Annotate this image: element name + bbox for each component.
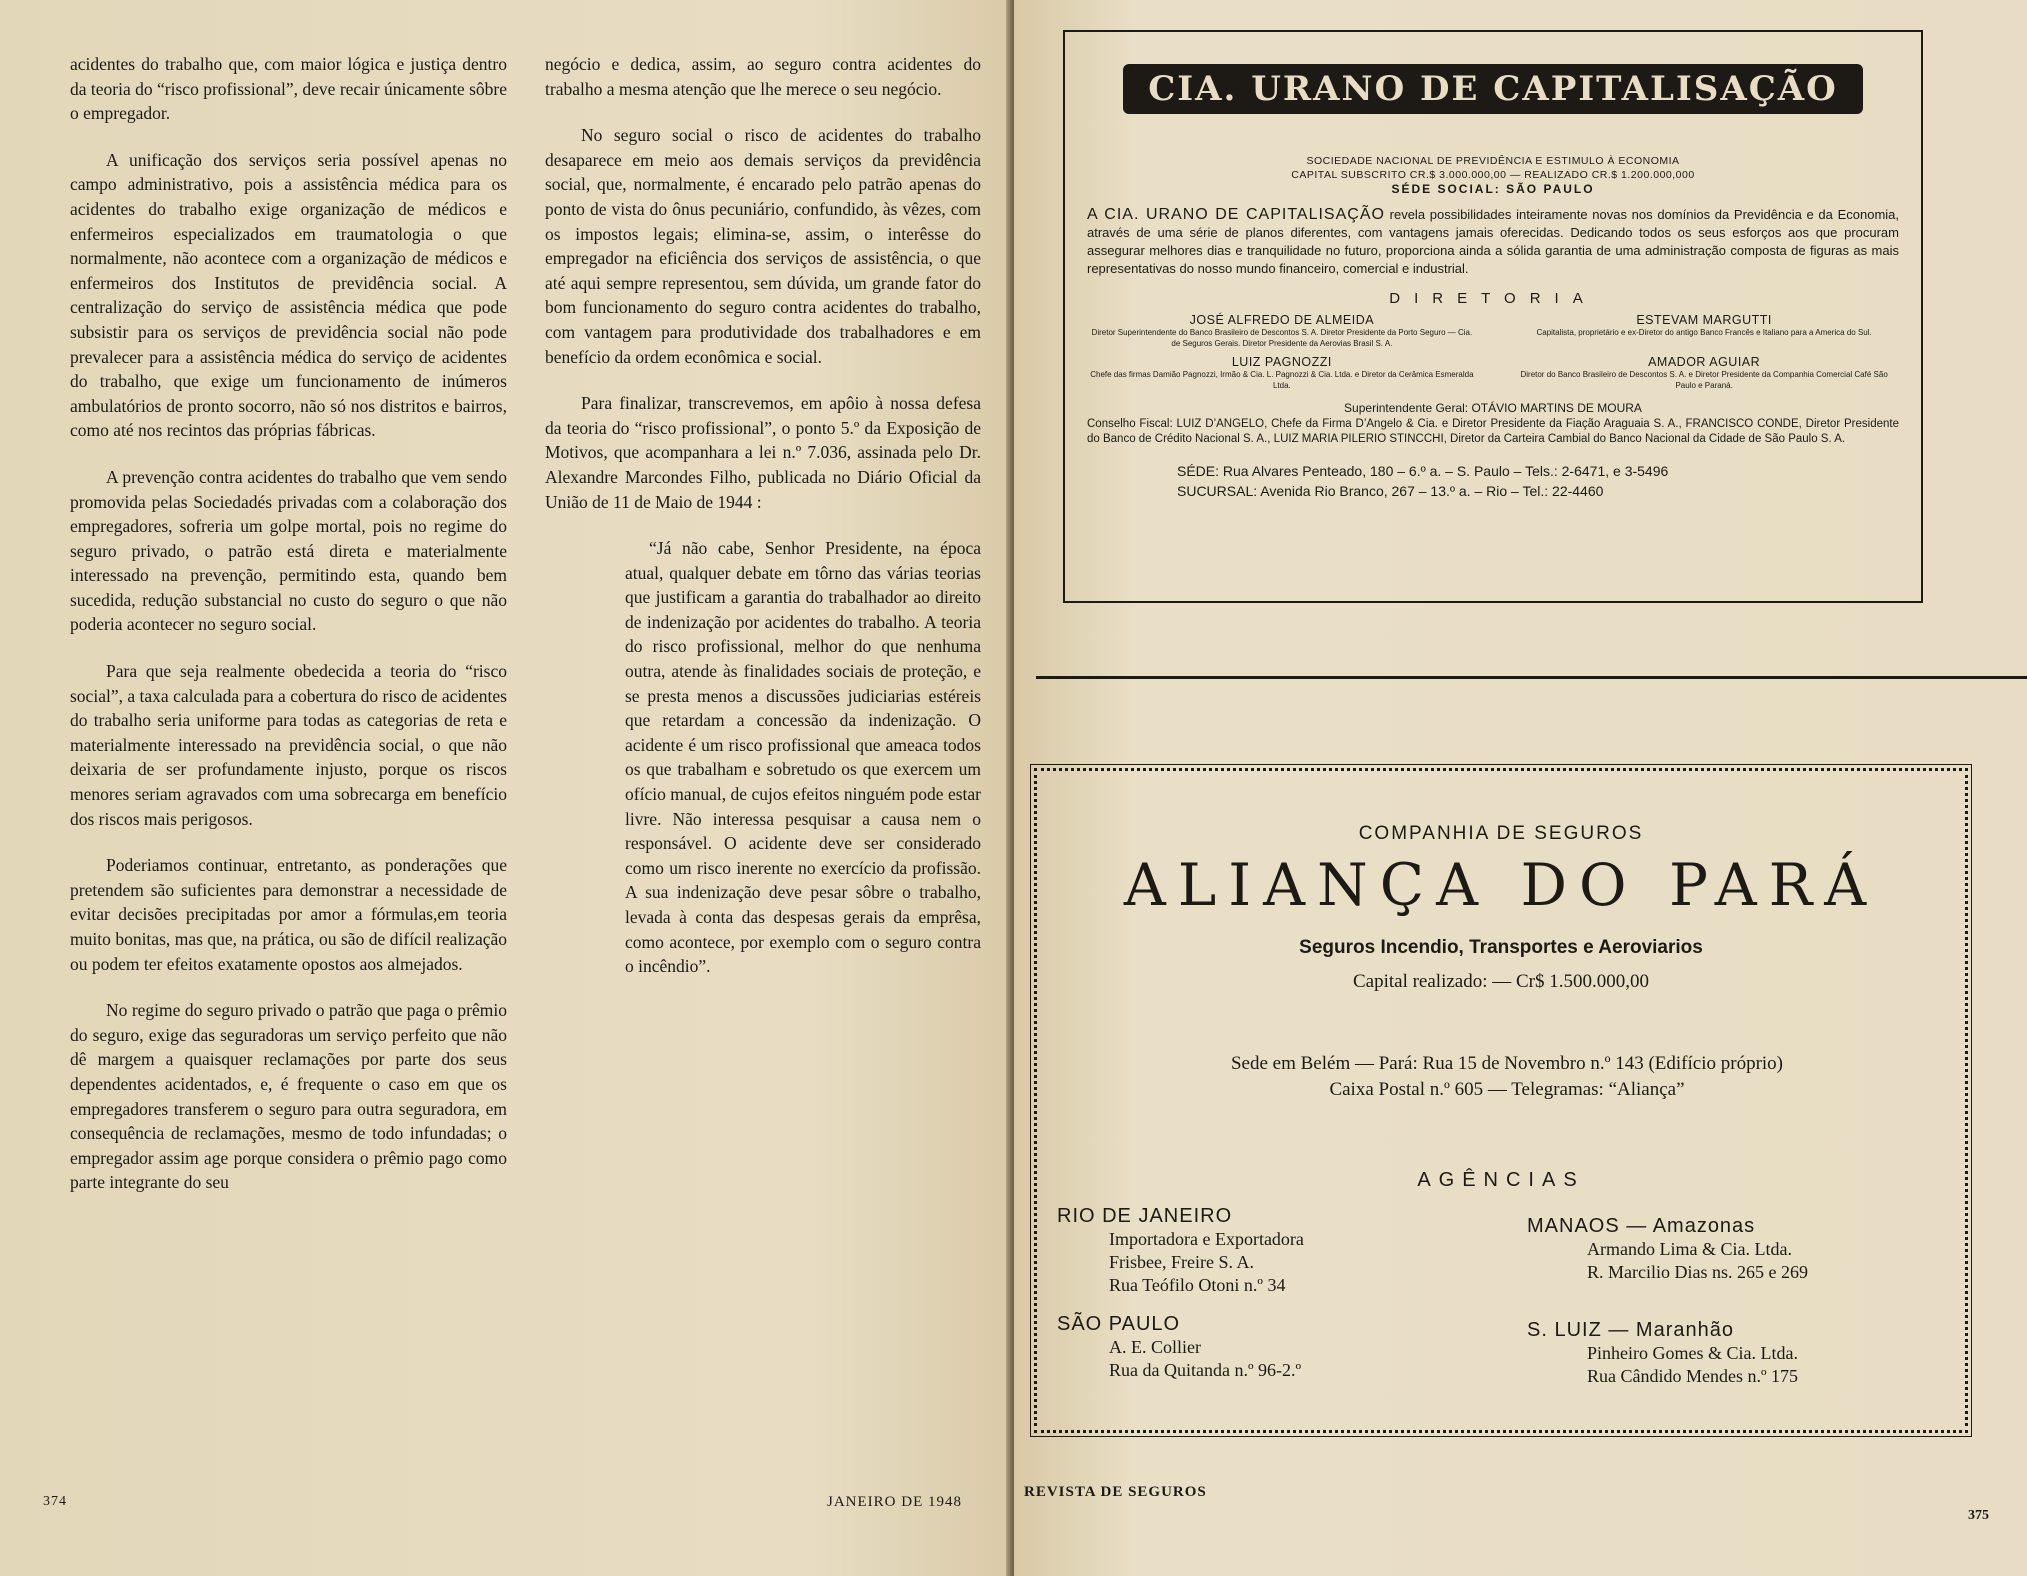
alianca-advertisement bbox=[1034, 768, 1968, 1433]
text-column-2 bbox=[545, 52, 981, 1001]
urano-capital: CAPITAL SUBSCRITO CR.$ 3.000.000,00 — REALIZADO CR.$ 1.200.000,000 bbox=[1291, 169, 1695, 181]
urano-subtitle bbox=[1087, 154, 1899, 182]
director-name: JOSÉ ALFREDO DE ALMEIDA bbox=[1189, 313, 1375, 327]
director-name: AMADOR AGUIAR bbox=[1648, 355, 1761, 369]
paragraph: No regime do seguro privado o patrão que paga o prêmio do seguro, exige das seguradoras um serviço perfeito que não dê margem a quaisquer reclamações por parte dos seus dependentes acidentados, e, é frequente o caso em que os empregadores transferem o seguro para outra seguradora, em consequência de reclamações, mesmo de todo infundadas; o empregador assim age porque considera o prêmio pago como parte integrante do seu bbox=[70, 1000, 507, 1193]
agencias-heading: AGÊNCIAS bbox=[1417, 1169, 1585, 1191]
quote-text: “Já não cabe, Senhor Presidente, na época atual, qualquer debate em tôrno das várias teorias que justificam a garantia do trabalhador ao direito de indenização por acidentes do trabalho. A teoria do risco profissional, melhor do que nenhuma outra, atende às finalidades sociais de proteção, e se presta menos a discussões judiciarias estéreis que retardam a concessão da indenização. O acidente é um risco profissional que ameaca todos os que trabalham e sobretudo os que exercem um ofício manual, de cujos efeitos ninguém pode estar livre. Não interessa pesquisar a causa nem o responsável. O acidente deve ser considerado como um risco inerente no exercício da profissão. A sua indenização deve pesar sôbre o trabalho, levada à conta das despesas gerais da emprêsa, como acontece, por exemplo com o seguro contra o incêndio”. bbox=[625, 538, 981, 977]
left-page bbox=[0, 0, 1010, 1576]
directors-row-1 bbox=[1087, 313, 1899, 355]
agency-city: S. LUIZ — Maranhão bbox=[1527, 1319, 1734, 1341]
section-divider bbox=[1036, 676, 2027, 679]
agency-sao-paulo bbox=[1057, 1313, 1301, 1382]
alianca-sede-line: Sede em Belém — Pará: Rua 15 de Novembro n.º 143 (Edifício próprio) bbox=[1230, 1053, 1783, 1074]
directors-row-2 bbox=[1087, 355, 1899, 397]
urano-description bbox=[1087, 206, 1899, 278]
director-role: Diretor Superintendente do Banco Brasileiro de Descontos S. A. Diretor Presidente da Porto Seguro — Cia. de Seguros Gerais. Diretor Presidente da Aerovias Brasil S. A. bbox=[1091, 328, 1473, 348]
running-head: REVISTA DE SEGUROS bbox=[1024, 1484, 1207, 1500]
paragraph: A unificação dos serviços seria possível apenas no campo administrativo, pois a assistência médica para os acidentes do trabalho exige organização de médicos e enfermeiros especializados em traumatologia o que normalmente, não acontece com a organização de médicos e enfermeiros dos Institutos de previdência social. A centralização do serviço de assistência médica que pode subsistir para os serviços de previdência social não pode prevalecer para a assistência médica do serviço de acidentes do trabalho, que exige um funcionamento de inúmeros ambulatórios de pronto socorro, não só nos distritos e bairros, como até nos recintos das próprias fábricas. bbox=[70, 149, 507, 441]
agency-sao-luiz bbox=[1527, 1319, 1798, 1388]
urano-sede-address: SÉDE: Rua Alvares Penteado, 180 – 6.º a. – S. Paulo – Tels.: 2-6471, e 3-5496 bbox=[1177, 463, 1669, 479]
agency-line: Importadora e Exportadora bbox=[1109, 1229, 1304, 1249]
director bbox=[1087, 355, 1477, 391]
paragraph: Poderiamos continuar, entretanto, as ponderações que pretendem são suficientes para demonstrar a necessidade de evitar decisões precipitadas por amor a fórmulas,em teoria muito bonitas, mas que, na prática, ou são de difícil realização ou podem ter efeitos exatamente opostos aos almejados. bbox=[70, 855, 507, 974]
text-column-1 bbox=[70, 52, 507, 1217]
agency-line: Frisbee, Freire S. A. bbox=[1109, 1252, 1254, 1272]
alianca-lines: Seguros Incendio, Transportes e Aeroviarios bbox=[1299, 937, 1703, 958]
agency-line: R. Marcilio Dias ns. 265 e 269 bbox=[1587, 1262, 1808, 1282]
paragraph: Para finalizar, transcrevemos, em apôio à nossa defesa da teoria do “risco profissional”, o ponto 5.º da Exposição de Motivos, que acompanhara a lei n.º 7.036, assinada pelo Dr. Alexandre Marcondes Filho, publicada no Diário Oficial da União de 11 de Maio de 1944 : bbox=[545, 393, 981, 512]
conselho-fiscal: Conselho Fiscal: LUIZ D’ANGELO, Chefe da Firma D’Angelo & Cia. e Diretor Presidente da Fiação Araguaia S. A., FRANCISCO CONDE, Diretor Presidente do Banco de Crédito Nacional S. A., LUIZ MARIA PILERIO STINCCHI, Diretor da Carteira Cambial do Banco Nacional da Cidade de São Paulo S. A. bbox=[1087, 418, 1899, 445]
paragraph: acidentes do trabalho que, com maior lógica e justiça dentro da teoria do “risco profissional”, deve recair únicamente sôbre o empregador. bbox=[70, 54, 507, 124]
issue-date: JANEIRO DE 1948 bbox=[827, 1494, 962, 1510]
director bbox=[1509, 355, 1899, 391]
paragraph: negócio e dedica, assim, ao seguro contra acidentes do trabalho a mesma atenção que lhe merece o seu negócio. bbox=[545, 54, 981, 99]
director-name: ESTEVAM MARGUTTI bbox=[1636, 313, 1772, 327]
right-page bbox=[1014, 0, 2027, 1576]
director-role: Chefe das firmas Damião Pagnozzi, Irmão & Cia. L. Pagnozzi & Cia. Ltda. e Diretor da Cerâmica Esmeralda Ltda. bbox=[1090, 370, 1474, 390]
agency-city: MANAOS — Amazonas bbox=[1527, 1215, 1756, 1237]
alianca-name: ALIANÇA DO PARÁ bbox=[1123, 851, 1879, 919]
alianca-company-type: COMPANHIA DE SEGUROS bbox=[1358, 823, 1644, 844]
agency-line: Rua Teófilo Otoni n.º 34 bbox=[1109, 1275, 1286, 1295]
director-name: LUIZ PAGNOZZI bbox=[1231, 355, 1332, 369]
paragraph: A prevenção contra acidentes do trabalho que vem sendo promovida pelas Sociedadés privadas com a colaboração dos empregadores, sofreria um golpe mortal, pois no regime do seguro privado, o patrão está direta e materialmente interessado na prevenção, permitindo esta, quando bem sucedida, redução substancial no custo do seguro o que não poderia acontecer no seguro social. bbox=[70, 466, 507, 635]
alianca-capital: Capital realizado: — Cr$ 1.500.000,00 bbox=[1352, 971, 1650, 992]
urano-lead: A CIA. URANO DE CAPITALISAÇÃO bbox=[1087, 206, 1385, 223]
agency-city: RIO DE JANEIRO bbox=[1057, 1205, 1233, 1227]
agency-line: A. E. Collier bbox=[1109, 1337, 1201, 1357]
agency-manaos bbox=[1527, 1215, 1808, 1284]
director bbox=[1087, 313, 1477, 349]
alianca-caixa-postal: Caixa Postal n.º 605 — Telegramas: “Aliança” bbox=[1329, 1079, 1685, 1100]
director-role: Diretor do Banco Brasileiro de Descontos S. A. e Diretor Presidente da Companhia Comercial Café São Paulo e Paraná. bbox=[1520, 370, 1888, 390]
paragraph: No seguro social o risco de acidentes do trabalho desaparece em meio aos demais serviços da previdência social, que, normalmente, é encarado pelo patrão apenas do ponto de vista do ônus pecuniário, confundido, às vêzes, com os impostos legais; elimina-se, assim, o interêsse do empregador na eficiência dos serviços de assistência, o que até aqui sempre representou, sem dúvida, um grande fator do bom funcionamento do seguro contra acidentes do trabalho, com vantagem para produtividade dos trabalhadores e em benefício da ordem econômica e social. bbox=[545, 125, 981, 367]
paragraph: Para que seja realmente obedecida a teoria do “risco social”, a taxa calculada para a cobertura do risco de acidentes do trabalho seria uniforme para todas as categorias de reta e materialmente interessado na previdência social, o que não deixaria de ser profundamente injusto, porque os riscos menores seriam agravados com uma sobrecarga em benefício dos riscos mais perigosos. bbox=[70, 661, 507, 829]
urano-body-text: revela possibilidades inteiramente novas nos domínios da Previdência e da Economia, através de uma série de planos diferentes, com vantagens jamais oferecidas. Dedicando todos os seus esforços aos que procuram assegurar melhores dias e tranquilidade no futuro, proporciona ainda a sólida garantia de uma administração composta de figuras as mais representativas do nosso mundo financeiro, comercial e industrial. bbox=[1087, 207, 1899, 276]
agency-line: Rua da Quitanda n.º 96-2.º bbox=[1109, 1360, 1302, 1380]
agency-rio bbox=[1057, 1205, 1304, 1297]
quotation bbox=[625, 536, 981, 979]
urano-tagline: SOCIEDADE NACIONAL DE PREVIDÊNCIA E ESTIMULO À ECONOMIA bbox=[1306, 155, 1680, 167]
agency-line: Armando Lima & Cia. Ltda. bbox=[1587, 1239, 1792, 1259]
urano-banner: CIA. URANO DE CAPITALISAÇÃO bbox=[1123, 64, 1863, 114]
director-role: Capitalista, proprietário e ex-Diretor do antigo Banco Francês e Italiano para a America do Sul. bbox=[1536, 328, 1872, 337]
urano-advertisement bbox=[1063, 30, 1923, 603]
urano-sede-social: SÉDE SOCIAL: SÃO PAULO bbox=[1391, 182, 1595, 196]
page-number-right: 375 bbox=[1968, 1508, 1989, 1523]
agency-line: Pinheiro Gomes & Cia. Ltda. bbox=[1587, 1343, 1798, 1363]
urano-sucursal-address: SUCURSAL: Avenida Rio Branco, 267 – 13.º a. – Rio – Tel.: 22-4460 bbox=[1177, 483, 1604, 499]
director bbox=[1509, 313, 1899, 349]
agency-line: Rua Cândido Mendes n.º 175 bbox=[1587, 1366, 1799, 1386]
agency-city: SÃO PAULO bbox=[1057, 1313, 1181, 1335]
page-number-left: 374 bbox=[43, 1494, 67, 1509]
superintendente: Superintendente Geral: OTÁVIO MARTINS DE MOURA bbox=[1344, 401, 1642, 415]
diretoria-heading: DIRETORIA bbox=[1389, 290, 1597, 307]
alianca-sede bbox=[1097, 1051, 1917, 1103]
